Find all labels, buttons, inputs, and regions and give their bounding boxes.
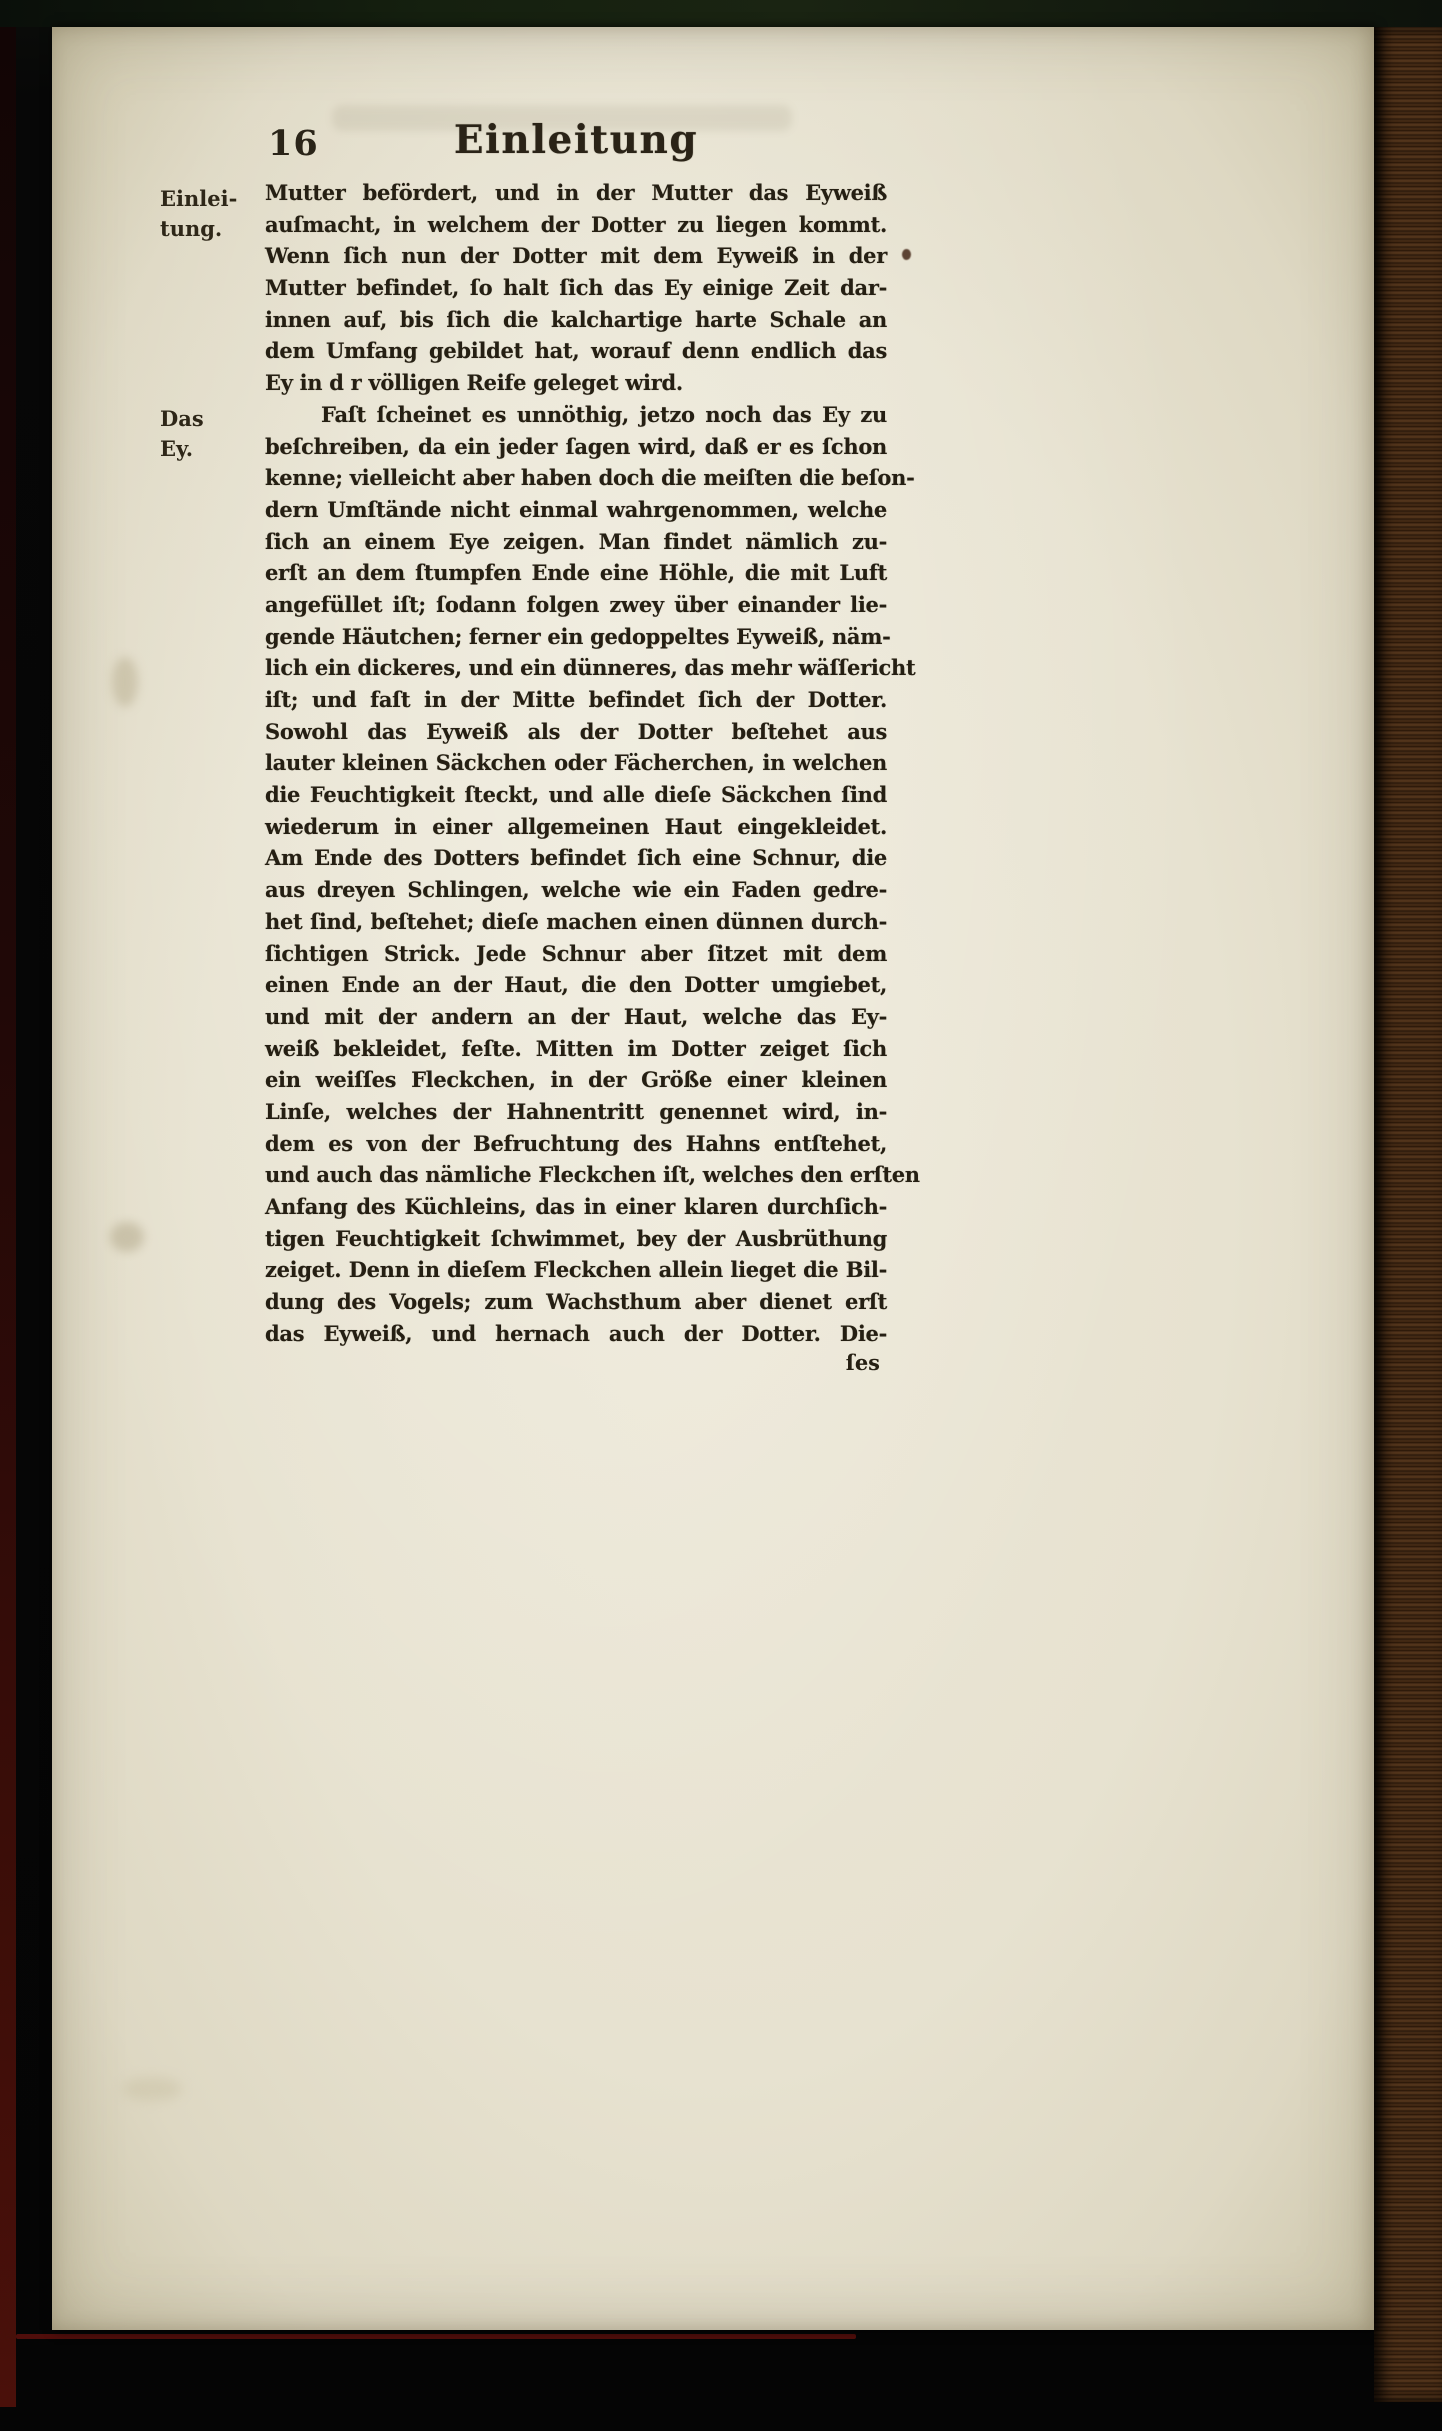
text-line: gende Häutchen; ferner ein gedoppeltes Eyweiß, näm-	[265, 623, 891, 649]
text-line: die Feuchtigkeit ſteckt, und alle dieſe Säckchen ſind	[265, 782, 887, 808]
text-line: iſt; und faſt in der Mitte befindet ſich der Dotter.	[265, 687, 887, 712]
book-top-edge	[0, 0, 1442, 27]
text-line: Faſt ſcheinet es unnöthig, jetzo noch das Ey zu	[321, 401, 887, 427]
margin-note	[160, 184, 260, 244]
book-cover-edge	[16, 2334, 856, 2339]
page-scan	[52, 27, 1374, 2330]
text-line: Am Ende des Dotters befindet ſich eine Schnur, die	[265, 845, 887, 871]
text-line: Ey in d r völligen Reife geleget wird.	[265, 370, 683, 396]
page-title: Einleitung	[453, 117, 699, 163]
text-line: weiß bekleidet, feſte. Mitten im Dotter zeiget ſich	[265, 1035, 887, 1061]
margin-note-line: Einlei-	[160, 186, 238, 211]
text-line: erſt an dem ſtumpfen Ende eine Höhle, die mit Luft	[265, 560, 887, 586]
text-line: und auch das nämliche Fleckchen iſt, welches den erſten	[265, 1162, 920, 1188]
paper-stain	[112, 657, 138, 707]
text-line: beſchreiben, da ein jeder ſagen wird, daß er es ſchon	[265, 433, 887, 459]
text-line: tigen Feuchtigkeit ſchwimmet, bey der Ausbrüthung	[265, 1225, 887, 1251]
text-line: kenne; vielleicht aber haben doch die meiſten die beſon-	[265, 465, 915, 491]
text-line: und mit der andern an der Haut, welche das Ey-	[265, 1003, 887, 1029]
margin-note	[160, 404, 260, 464]
text-line: Mutter befördert, und in der Mutter das Eyweiß	[265, 180, 887, 205]
paragraph	[265, 399, 920, 1350]
book-spine-edge	[0, 27, 16, 2407]
text-line: aus dreyen Schlingen, welche wie ein Faden gedre-	[265, 877, 887, 903]
text-line: ſich an einem Eye zeigen. Man findet nämlich zu-	[265, 528, 887, 554]
ink-speck	[902, 249, 911, 260]
text-line: dung des Vogels; zum Wachsthum aber dienet erſt	[265, 1289, 887, 1315]
page-number: 16	[268, 123, 319, 164]
text-line: Sowohl das Eyweiß als der Dotter beſtehet aus	[265, 718, 887, 744]
catchword: ſes	[845, 1350, 880, 1375]
text-line: lauter kleinen Säckchen oder Fächerchen, in welchen	[265, 750, 887, 776]
text-line: ein weiſſes Fleckchen, in der Größe einer kleinen	[265, 1067, 887, 1093]
margin-note-line: tung.	[160, 216, 223, 241]
text-line: Wenn ſich nun der Dotter mit dem Eyweiß in der	[265, 243, 887, 269]
text-line: dem es von der Befruchtung des Hahns entſtehet,	[265, 1130, 887, 1156]
text-line: Linſe, welches der Hahnentritt genennet wird, in-	[265, 1098, 887, 1124]
text-line: zeiget. Denn in dieſem Fleckchen allein lieget die Bil-	[265, 1257, 887, 1283]
text-line: het ſind, beſtehet; dieſe machen einen dünnen durch-	[265, 908, 887, 934]
text-line: innen auf, bis ſich die kalchartige harte Schale an	[265, 306, 887, 332]
margin-note-line: Ey.	[160, 436, 194, 461]
margin-note-line: Das	[160, 406, 204, 431]
text-line: wiederum in einer allgemeinen Haut eingekleidet.	[265, 813, 887, 839]
text-line: angefüllet iſt; ſodann folgen zwey über einander lie-	[265, 591, 887, 617]
paper-stain	[122, 2077, 182, 2101]
text-line: Anfang des Küchleins, das in einer klaren durchſich-	[265, 1194, 887, 1219]
text-line: dern Umſtände nicht einmal wahrgenommen, welche	[265, 496, 887, 522]
text-line: ſichtigen Strick. Jede Schnur aber ſitzet mit dem	[265, 940, 887, 966]
text-line: das Eyweiß, und hernach auch der Dotter. Die-	[265, 1320, 887, 1346]
text-line: auſmacht, in welchem der Dotter zu liegen kommt.	[265, 211, 887, 237]
text-line: einen Ende an der Haut, die den Dotter umgiebet,	[265, 972, 887, 998]
text-line: lich ein dickeres, und ein dünneres, das mehr wäſſericht	[265, 655, 916, 681]
text-line: dem Umfang gebildet hat, worauf denn endlich das	[265, 338, 887, 364]
book-fore-edge	[1374, 27, 1442, 2402]
text-line: Mutter befindet, ſo halt ſich das Ey einige Zeit dar-	[265, 275, 887, 301]
paper-stain	[110, 1222, 144, 1252]
paragraph	[265, 177, 887, 399]
text-body	[265, 177, 920, 1349]
